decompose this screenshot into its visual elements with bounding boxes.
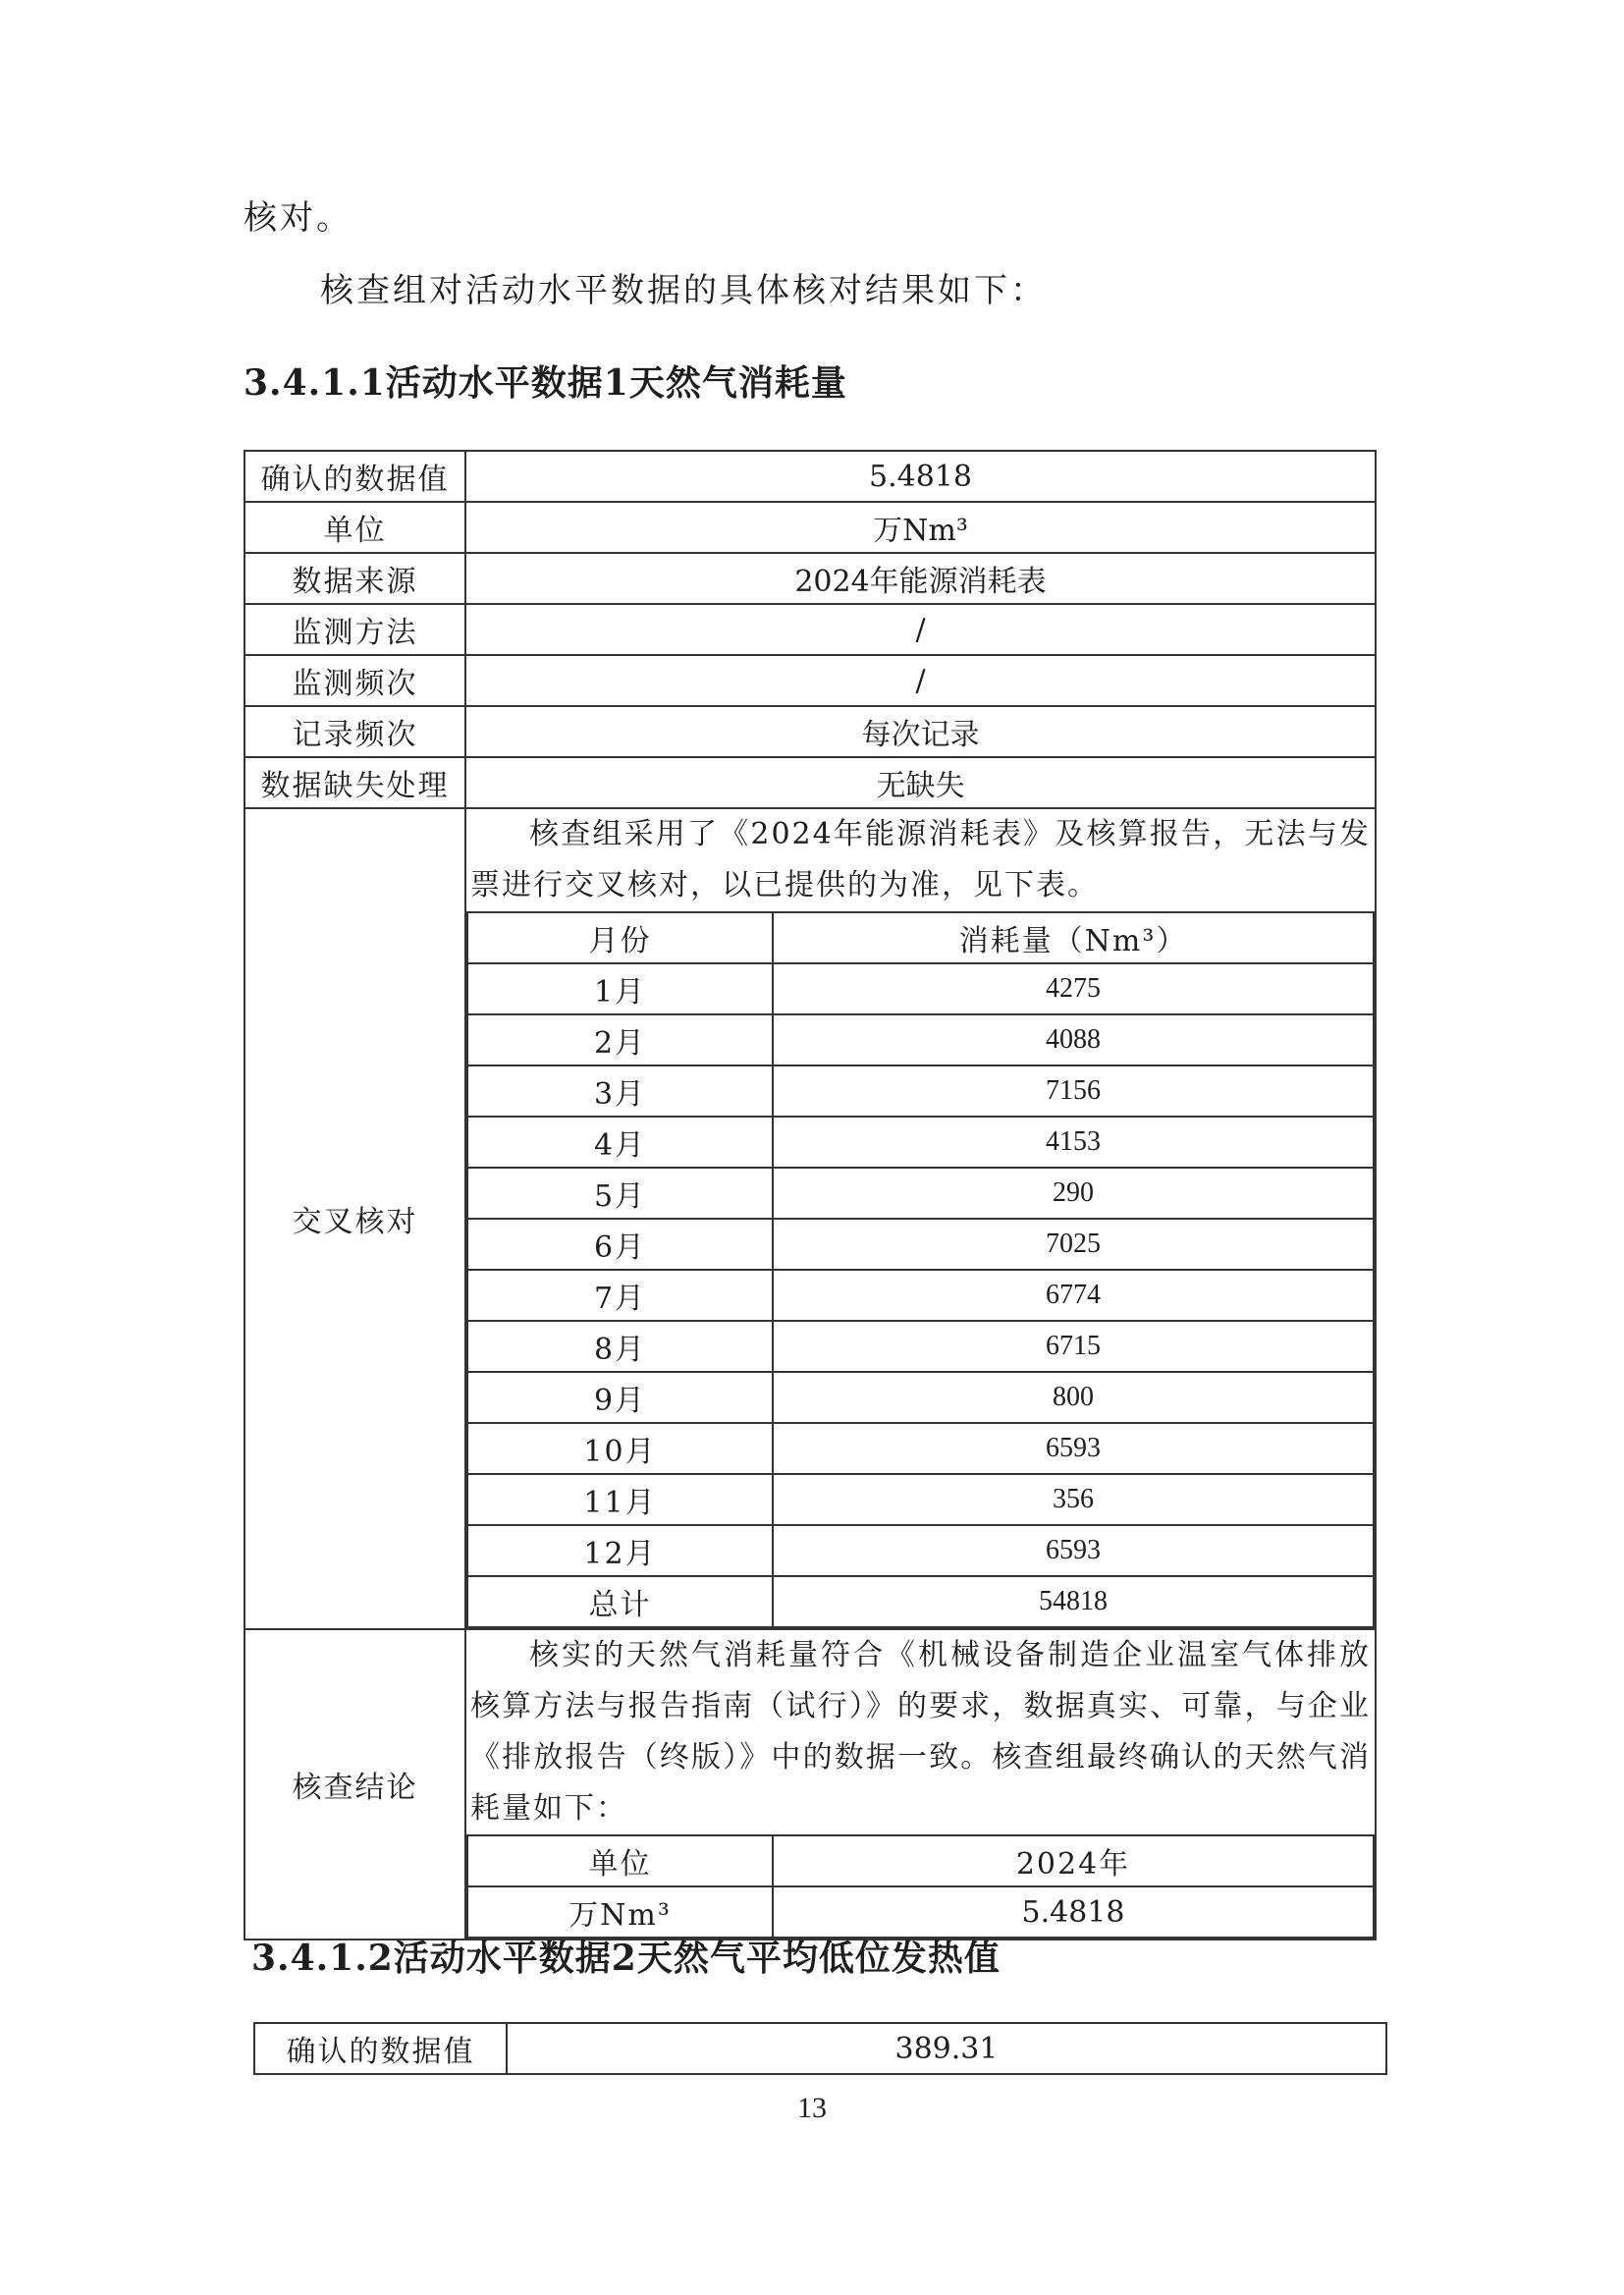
monthly-row [467, 1168, 1374, 1219]
data-row-2 [244, 553, 1376, 604]
section-heading-1: 3.4.1.1活动水平数据1天然气消耗量 [244, 362, 847, 404]
heat-value-table [253, 2022, 1385, 2075]
row-value: 389.31 [507, 2023, 1386, 2074]
consumption-header: 消耗量（Nm³） [773, 912, 1374, 963]
row-label: 监测方法 [244, 604, 465, 655]
month-cell: 10月 [467, 1423, 773, 1474]
summary-unit-value: 万Nm³ [467, 1886, 773, 1938]
month-cell: 3月 [467, 1066, 773, 1117]
month-cell: 总计 [467, 1576, 773, 1627]
consumption-cell: 800 [773, 1372, 1374, 1423]
monthly-row [467, 1576, 1374, 1627]
consumption-cell: 290 [773, 1168, 1374, 1219]
consumption-cell: 54818 [773, 1576, 1374, 1627]
data-row-s2-0 [254, 2023, 1386, 2074]
monthly-row [467, 1525, 1374, 1576]
monthly-row [467, 1014, 1374, 1066]
summary-header-row [467, 1835, 1374, 1886]
row-label: 监测频次 [244, 655, 465, 706]
row-label: 记录频次 [244, 706, 465, 757]
cross-check-text: 核查组采用了《2024年能源消耗表》及核算报告，无法与发票进行交叉核对，以已提供的为准，见下表。 [470, 817, 1371, 902]
data-row-4 [244, 655, 1376, 706]
row-value: 每次记录 [465, 706, 1376, 757]
row-label: 确认的数据值 [244, 451, 465, 502]
monthly-row [467, 1117, 1374, 1168]
monthly-row [467, 1474, 1374, 1525]
cross-check-cell [465, 808, 1376, 1629]
row-value: / [465, 604, 1376, 655]
row-value: 2024年能源消耗表 [465, 553, 1376, 604]
consumption-cell: 6774 [773, 1270, 1374, 1321]
row-value: 万Nm³ [465, 502, 1376, 553]
conclusion-cell [465, 1629, 1376, 1940]
consumption-cell: 4275 [773, 963, 1374, 1014]
data-row-5 [244, 706, 1376, 757]
conclusion-label: 核查结论 [244, 1629, 465, 1940]
monthly-row [467, 1219, 1374, 1270]
cross-check-row [244, 808, 1376, 1629]
month-cell: 6月 [467, 1219, 773, 1270]
summary-amount-value: 5.4818 [773, 1886, 1374, 1938]
month-cell: 7月 [467, 1270, 773, 1321]
monthly-consumption-table [466, 911, 1375, 1628]
month-cell: 9月 [467, 1372, 773, 1423]
consumption-cell: 6593 [773, 1423, 1374, 1474]
row-value: 无缺失 [465, 757, 1376, 808]
conclusion-text: 核实的天然气消耗量符合《机械设备制造企业温室气体排放核算方法与报告指南（试行）》的要求，数据真实、可靠，与企业《排放报告（终版）》中的数据一致。核查组最终确认的天然气消耗量如下： [470, 1638, 1371, 1826]
consumption-cell: 4088 [773, 1014, 1374, 1066]
monthly-row [467, 1270, 1374, 1321]
row-value: / [465, 655, 1376, 706]
cross-check-label: 交叉核对 [244, 808, 465, 1629]
month-cell: 2月 [467, 1014, 773, 1066]
conclusion-row [244, 1629, 1376, 1940]
intro-line-1: 核对。 [244, 198, 352, 238]
month-header: 月份 [467, 912, 773, 963]
month-cell: 11月 [467, 1474, 773, 1525]
month-cell: 4月 [467, 1117, 773, 1168]
monthly-row [467, 1372, 1374, 1423]
monthly-table-header [467, 912, 1374, 963]
conclusion-summary-table [466, 1834, 1375, 1939]
page-number: 13 [797, 2092, 827, 2124]
consumption-cell: 4153 [773, 1117, 1374, 1168]
monthly-row [467, 1321, 1374, 1372]
section-heading-2: 3.4.1.2活动水平数据2天然气平均低位发热值 [251, 1938, 1001, 1979]
month-cell: 1月 [467, 963, 773, 1014]
consumption-cell: 7025 [773, 1219, 1374, 1270]
month-cell: 5月 [467, 1168, 773, 1219]
intro-line-2: 核查组对活动水平数据的具体核对结果如下： [320, 271, 1047, 310]
data-row-0 [244, 451, 1376, 502]
row-label: 数据来源 [244, 553, 465, 604]
month-cell: 12月 [467, 1525, 773, 1576]
summary-year-header: 2024年 [773, 1835, 1374, 1886]
consumption-cell: 6593 [773, 1525, 1374, 1576]
row-label: 确认的数据值 [254, 2023, 507, 2074]
monthly-row [467, 1423, 1374, 1474]
month-cell: 8月 [467, 1321, 773, 1372]
row-label: 数据缺失处理 [244, 757, 465, 808]
summary-value-row [467, 1886, 1374, 1938]
row-label: 单位 [244, 502, 465, 553]
consumption-cell: 7156 [773, 1066, 1374, 1117]
data-row-6 [244, 757, 1376, 808]
monthly-row [467, 1066, 1374, 1117]
data-row-1 [244, 502, 1376, 553]
consumption-cell: 356 [773, 1474, 1374, 1525]
consumption-cell: 6715 [773, 1321, 1374, 1372]
data-row-3 [244, 604, 1376, 655]
row-value: 5.4818 [465, 451, 1376, 502]
monthly-row [467, 963, 1374, 1014]
summary-unit-header: 单位 [467, 1835, 773, 1886]
natural-gas-consumption-table [244, 450, 1375, 1940]
